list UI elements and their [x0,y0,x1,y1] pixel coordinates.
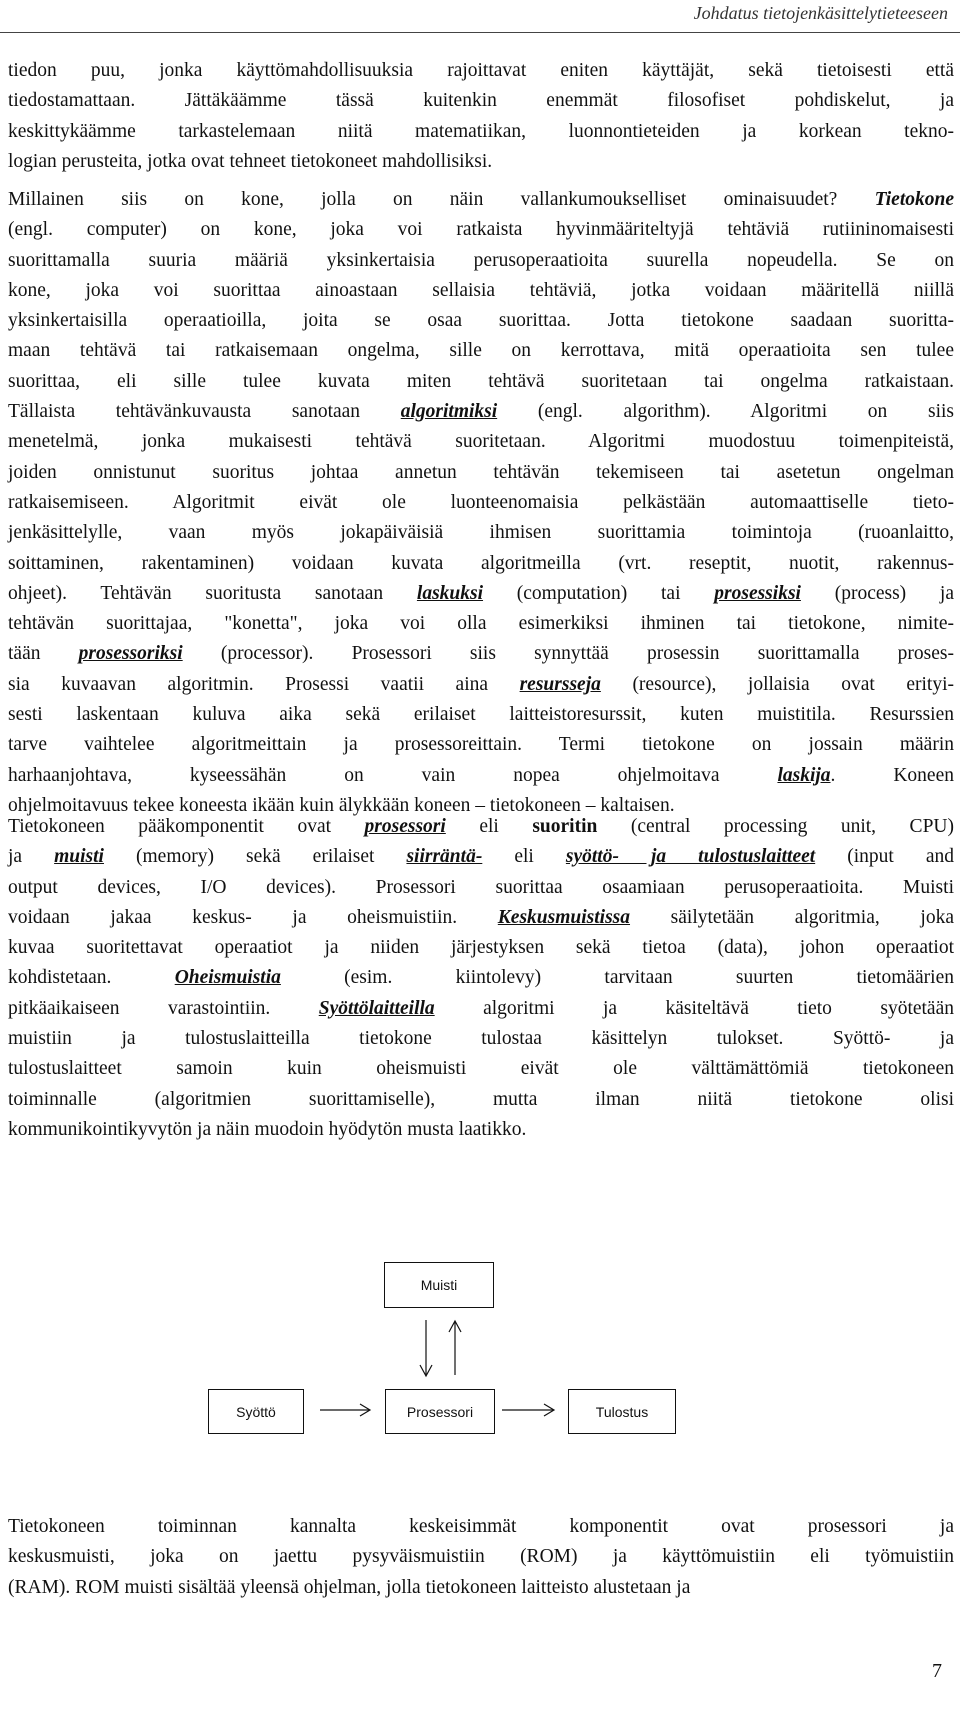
text-run: algoritmi ja käsiteltävä tieto syötetään [434,997,954,1019]
text-run: tään [8,643,79,665]
text-line [8,276,954,306]
text-run: keskusmuisti, joka on jaettu pysyväismuistiin (ROM) ja käyttömuistiin eli työmuistiin [8,1546,954,1568]
text-run: tiedostamattaan. Jättäkäämme tässä kuitenkin enemmät filosofiset pohdiskelut, ja [8,90,954,112]
emphasized-term: muisti [54,846,104,868]
text-line [8,1542,954,1572]
text-line [8,117,954,147]
text-line [8,1573,954,1603]
page-number: 7 [932,1660,942,1682]
text-run: (resource), jollaisia ovat erityi- [600,673,954,695]
text-line [8,367,954,397]
text-run: sia kuvaavan algoritmin. Prosessi vaatii aina [8,673,520,695]
text-run: (input and [815,846,955,868]
text-run: toiminnalle (algoritmien suorittamiselle), mutta ilman niitä tietokone olisi [8,1088,954,1110]
text-run: kommunikointikyvytön ja näin muodoin hyödytön musta laatikko. [8,1118,527,1140]
text-run: Tietokoneen pääkomponentit ovat [8,816,365,837]
text-run: kone, joka voi suorittaa ainoastaan sellaisia tehtäviä, jotka voidaan määritellä niillä [8,279,954,301]
emphasized-term: siirräntä- [406,846,483,868]
text-run: ja [8,846,55,868]
text-line [8,1115,954,1145]
text-line [8,86,954,116]
emphasized-term: laskuksi [416,582,484,604]
emphasized-term: prosessiksi [714,582,801,604]
text-line [8,458,954,488]
text-run: (engl. computer) on kone, joka voi ratkaista hyvinmääriteltyjä tehtäviä rutiininomaisesti [8,219,954,241]
memory-box: Muisti [384,1262,494,1308]
text-run: ratkaisemiseen. Algoritmit eivät ole luonteenomaisia pelkästään automaattiselle tieto- [8,491,954,513]
text-run: tiedon puu, jonka käyttömahdollisuuksia rajoittavat eniten käyttäjät, sekä tietoisesti että [8,60,954,81]
text-run: Millainen siis on kone, jolla on näin vallankumoukselliset ominaisuudet? [8,189,875,210]
text-run: . Koneen [830,764,954,786]
emphasized-term: suoritin [532,816,598,837]
text-run: muistiin ja tulostuslaitteilla tietokone tulostaa käsittelyn tulokset. Syöttö- ja [8,1028,954,1050]
text-run: yksinkertaisilla operaatioilla, joita se osaa suorittaa. Jotta tietokone saadaan suoritta- [8,310,954,332]
input-box: Syöttö [208,1389,304,1434]
text-run: ohjeet). Tehtävän suoritusta sanotaan [8,582,417,604]
text-run: tehtävän suorittajaa, "konetta", joka voi olla esimerkiksi ihminen tai tietokone, nimite- [8,613,954,635]
text-line [8,700,954,730]
text-run: (memory) sekä erilaiset [103,846,407,868]
paragraph-3 [8,812,954,1145]
text-line [8,761,954,791]
text-line [8,670,954,700]
emphasized-term: syöttö- ja tulostuslaitteet [565,846,816,868]
text-run: tarve vaihtelee algoritmeittain ja prosessoreittain. Termi tietokone on jossain määrin [8,734,954,756]
emphasized-term: algoritmiksi [400,401,498,423]
text-line [8,185,954,215]
text-run: kohdistetaan. [8,967,175,989]
paragraph-1 [8,56,954,177]
text-run: (processor). Prosessori siis synnyttää prosessin suorittamalla proses- [182,643,954,665]
text-line [8,812,954,842]
text-line [8,1054,954,1084]
text-run: voidaan jakaa keskus- ja oheismuistiin. [8,906,498,928]
text-line [8,306,954,336]
text-line [8,903,954,933]
text-run: output devices, I/O devices). Prosessori suorittaa osaamiaan perusoperaatioita. Muisti [8,876,954,898]
emphasized-term: Syöttölaitteilla [318,997,435,1019]
text-run: keskittykäämme tarkastelemaan niitä matematiikan, luonnontieteiden ja korkean tekno- [8,120,954,142]
text-line [8,1024,954,1054]
processor-box: Prosessori [385,1389,495,1434]
emphasized-term: Keskusmuistissa [497,906,631,928]
emphasized-term: Tietokone [874,189,954,210]
text-line [8,397,954,427]
emphasized-term: laskija [777,764,831,786]
text-run: (process) ja [800,582,955,604]
text-run: (esim. kiintolevy) tarvitaan suurten tietomäärien [280,967,954,989]
text-line [8,873,954,903]
text-run: joiden onnistunut suoritus johtaa annetun tehtävän tekemiseen tai asetetun ongelman [8,461,954,483]
text-line [8,56,954,86]
computer-components-diagram [0,1262,960,1452]
text-run: Tietokoneen toiminnan kannalta keskeisimmät komponentit ovat prosessori ja [8,1516,954,1537]
text-run: eli [445,816,533,837]
text-run: sesti laskentaan kuluva aika sekä erilaiset laitteistoresurssit, kuten muistitila. Resurssien [8,704,954,726]
text-run: suorittaa, eli sille tulee kuvata miten tehtävä suoritetaan tai ongelma ratkaistaan. [8,370,954,392]
emphasized-term: prosessoriksi [78,643,183,665]
text-run: pitkäaikaiseen varastointiin. [8,997,319,1019]
diagram-arrows [0,1262,960,1452]
text-run: (engl. algorithm). Algoritmi on siis [497,401,954,423]
text-line [8,518,954,548]
text-line [8,1085,954,1115]
text-run: Tällaista tehtävänkuvausta sanotaan [8,401,401,423]
text-line [8,215,954,245]
text-run: kuvaa suoritettavat operaatiot ja niiden järjestyksen sekä tietoa (data), johon operaatiot [8,937,954,959]
emphasized-term: prosessori [364,816,446,837]
page-header [0,0,960,33]
text-run: eli [482,846,566,868]
emphasized-term: Oheismuistia [174,967,281,989]
text-run: soittaminen, rakentaminen) voidaan kuvata algoritmeilla (vrt. reseptit, nuotit, rakennus- [8,552,954,574]
text-run: (computation) tai [483,582,715,604]
emphasized-term: resursseja [519,673,601,695]
text-line [8,842,954,872]
paragraph-2 [8,185,954,821]
text-run: jenkäsittelylle, vaan myös jokapäiväisiä ihmisen suorittamia toimintoja (ruoanlaitto, [8,522,954,544]
text-line [8,609,954,639]
text-line [8,730,954,760]
text-line [8,639,954,669]
text-line [8,579,954,609]
text-run: ohjelmoitavuus tekee koneesta ikään kuin älykkään koneen – tietokoneen – kaltaisen. [8,794,675,816]
text-line [8,488,954,518]
text-line [8,963,954,993]
running-title: Johdatus tietojenkäsittelytieteeseen [693,3,948,23]
text-line [8,933,954,963]
text-line [8,147,954,177]
text-run: tulostuslaitteet samoin kuin oheismuisti eivät ole välttämättömiä tietokoneen [8,1058,954,1080]
text-run: (central processing unit, CPU) [597,816,954,837]
text-line [8,336,954,366]
text-run: maan tehtävä tai ratkaisemaan ongelma, sille on kerrottava, mitä operaatioita sen tulee [8,340,954,362]
text-run: menetelmä, jonka mukaisesti tehtävä suoritetaan. Algoritmi muodostuu toimenpiteistä, [8,431,954,453]
text-run: harhaanjohtava, kyseessähän on vain nopea ohjelmoitava [8,764,778,786]
text-line [8,427,954,457]
text-line [8,549,954,579]
text-run: logian perusteita, jotka ovat tehneet tietokoneet mahdollisiksi. [8,150,493,172]
paragraph-4 [8,1512,954,1603]
text-run: (RAM). ROM muisti sisältää yleensä ohjelman, jolla tietokoneen laitteisto alustetaan ja [8,1576,691,1598]
text-run: suorittamalla suuria määriä yksinkertaisia perusoperaatioita suurella nopeudella. Se on [8,249,954,271]
text-line [8,994,954,1024]
output-box: Tulostus [568,1389,676,1434]
text-line [8,1512,954,1542]
text-line [8,246,954,276]
text-run: säilytetään algoritmia, joka [630,906,954,928]
